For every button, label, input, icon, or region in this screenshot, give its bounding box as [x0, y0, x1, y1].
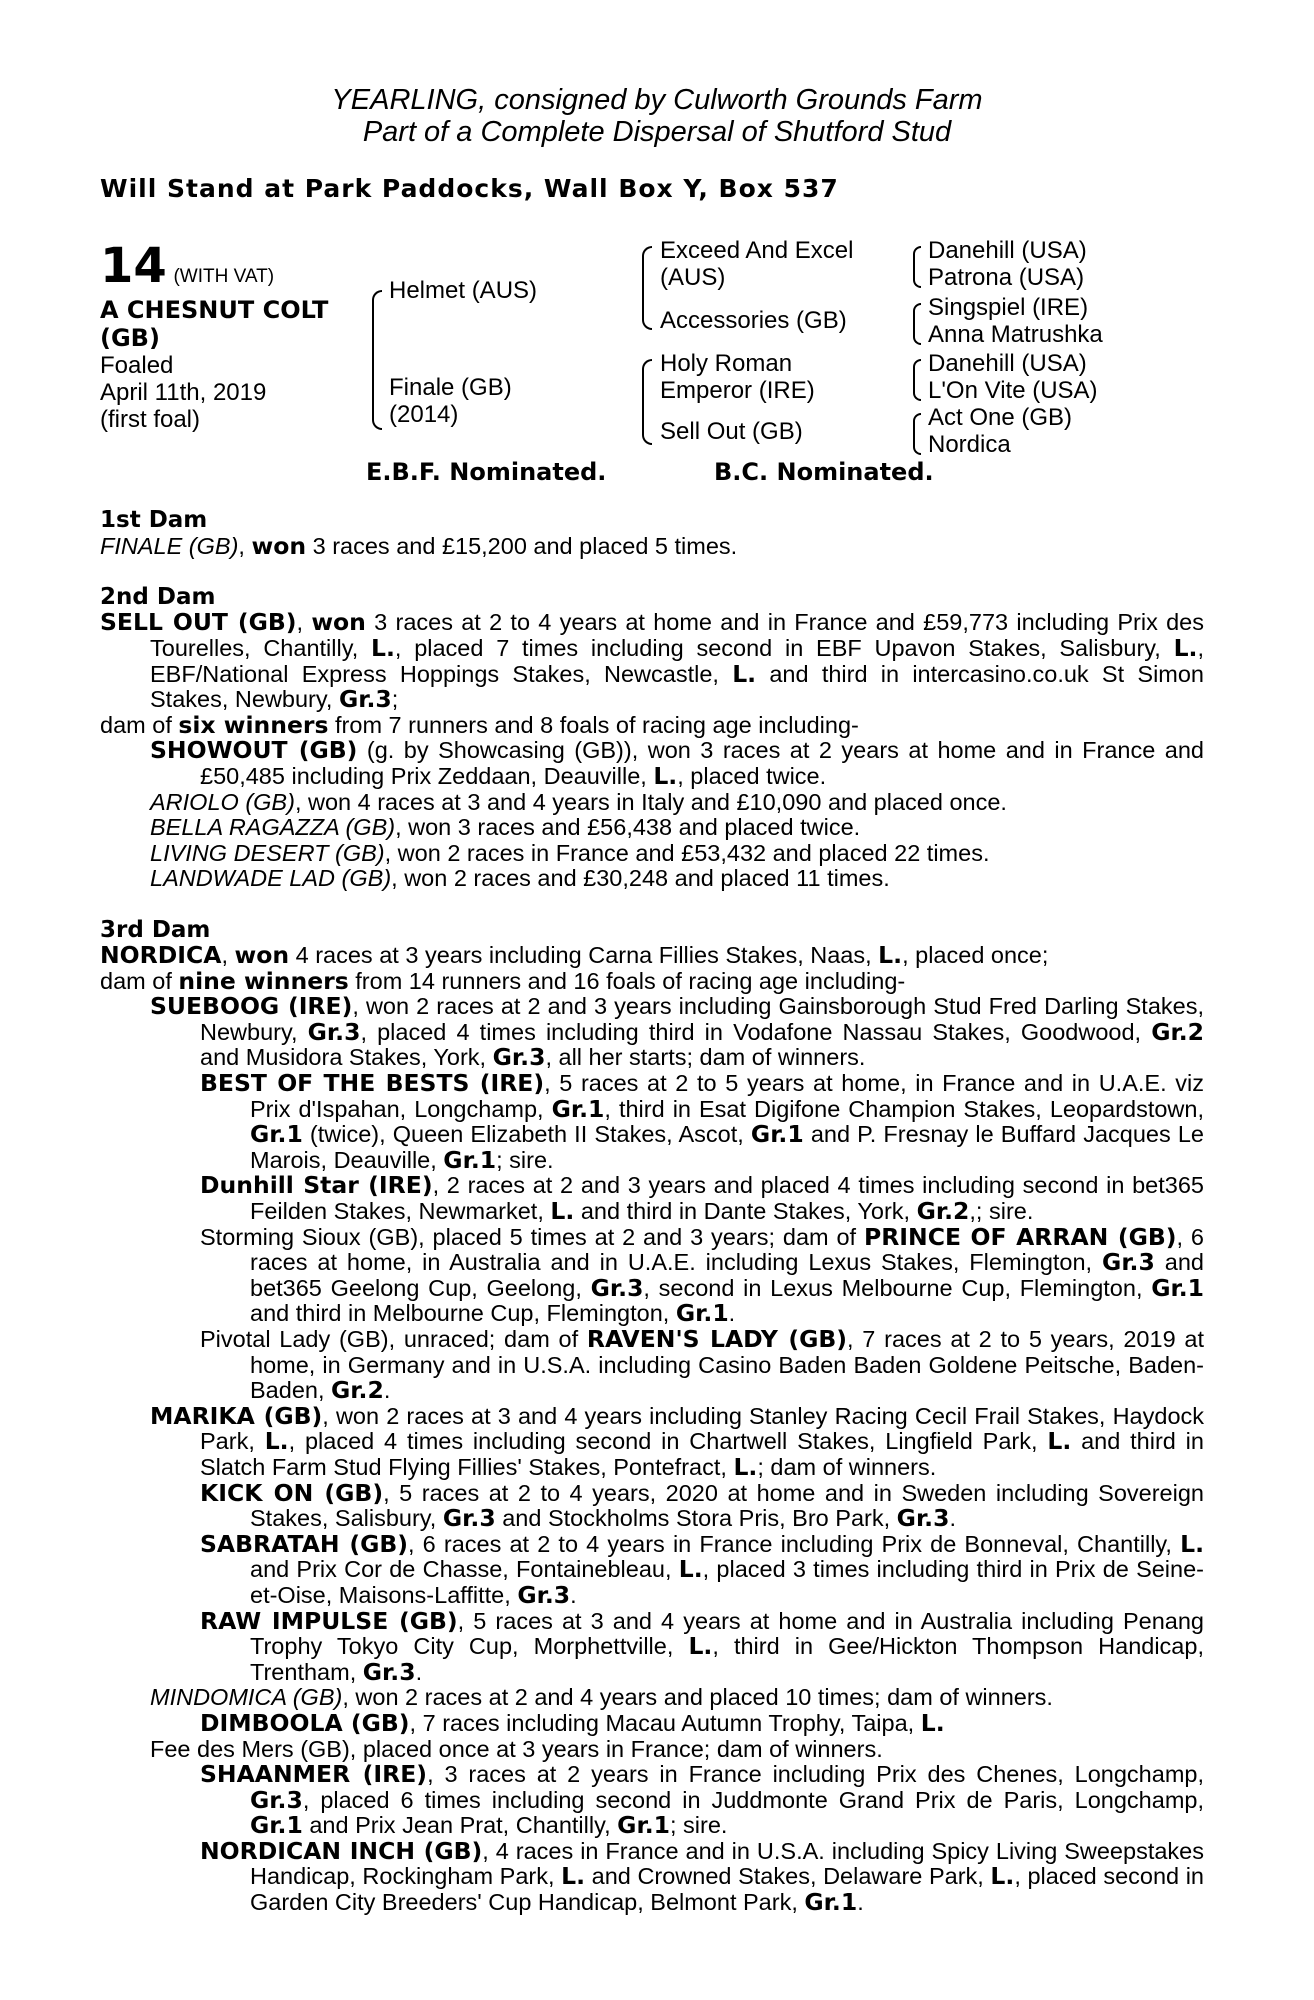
third-dam-entry: NORDICA, won 4 races at 3 years including Carna Fillies Stakes, Naas, L., placed once;	[100, 941, 1049, 970]
grand-produce-entry: BEST OF THE BESTS (IRE), 5 races at 2 to 5 years at home, in France and in U.A.E. viz Prix d'Ispahan, Longchamp, Gr.1, third in Esat Digifone Champion Stakes, Leopardstown, Gr.1 (twice), Queen Elizabeth II Stakes, Ascot, Gr.1 and P. Fresnay le Buffard Jacques Le Marois, Deauville, Gr.1; sire.	[200, 1069, 1204, 1174]
lot-info	[100, 240, 370, 433]
produce-entry: ARIOLO (GB), won 4 races at 3 and 4 years in Italy and £10,090 and placed once.	[150, 788, 1007, 815]
dds: Act One (GB)	[928, 404, 1073, 431]
sss: Danehill (USA)	[928, 237, 1087, 264]
lot-description-line2: (GB)	[100, 324, 160, 352]
second-dam-produce-line: dam of six winners from 7 runners and 8 foals of racing age including-	[100, 710, 859, 739]
grand-produce-entry: DIMBOOLA (GB), 7 races including Macau Autumn Trophy, Taipa, L.	[200, 1708, 945, 1737]
foaled-label: Foaled	[100, 352, 174, 379]
sire-line-brace	[642, 246, 652, 330]
g1-brace	[913, 246, 921, 288]
second-dam-entry: SELL OUT (GB), won 3 races at 2 to 4 years at home and in France and £59,773 including Prix des Tourelles, Chantilly, L., placed 7 times including second in EBF Upavon Stakes, Salisbury, L., EBF/National Express Hoppings Stakes, Newcastle, L. and third in intercasino.co.uk St Simon Stakes, Newbury, Gr.3;	[100, 608, 1204, 714]
sds: Singspiel (IRE)	[928, 294, 1089, 321]
foal-note: (first foal)	[100, 406, 201, 433]
dam-line-brace	[642, 359, 652, 445]
grand-produce-entry: Dunhill Star (IRE), 2 races at 2 and 3 years and placed 4 times including second in bet365 Feilden Stakes, Newmarket, L. and third in Dante Stakes, York, Gr.2,; sire.	[200, 1171, 1204, 1226]
lot-description-line1: A CHESNUT COLT	[100, 296, 329, 324]
stand-location: Will Stand at Park Paddocks, Wall Box Y, Box 537	[100, 174, 839, 203]
bc-nomination: B.C. Nominated.	[714, 458, 934, 486]
ssd: Patrona (USA)	[928, 264, 1085, 291]
lot-number: 14	[100, 238, 167, 294]
sires-dam: Accessories (GB)	[660, 307, 847, 334]
dam-name: Finale (GB)	[389, 374, 512, 401]
sire-dam-brace	[372, 290, 382, 430]
dams-sire-line1: Holy Roman	[660, 350, 793, 377]
ebf-nomination: E.B.F. Nominated.	[366, 458, 607, 486]
third-dam-heading: 3rd Dam	[100, 916, 211, 943]
dams-dam: Sell Out (GB)	[660, 418, 803, 445]
dam-name: NORDICA	[100, 941, 222, 970]
sire: Helmet (AUS)	[389, 277, 538, 304]
consignor-header	[0, 84, 1314, 148]
grand-produce-entry: SABRATAH (GB), 6 races at 2 to 4 years in France including Prix de Bonneval, Chantilly, L. and Prix Cor de Chasse, Fontainebleau, L., placed 3 times including third in Prix de Seine-et-Oise, Maisons-Laffitte, Gr.3.	[200, 1529, 1205, 1609]
dam	[389, 374, 512, 428]
first-dam-entry: FINALE (GB), won 3 races and £15,200 and placed 5 times.	[100, 531, 738, 560]
grand-produce-entry: Storming Sioux (GB), placed 5 times at 2 and 3 years; dam of PRINCE OF ARRAN (GB), 6 races at home, in Australia and in U.A.E. including Lexus Stakes, Flemington, Gr.3 and bet365 Geelong Cup, Geelong, Gr.3, second in Lexus Melbourne Cup, Flemington, Gr.1 and third in Melbourne Cup, Flemington, Gr.1.	[200, 1222, 1205, 1328]
g4-brace	[913, 413, 921, 455]
produce-entry: SHOWOUT (GB) (g. by Showcasing (GB)), won 3 races at 2 years at home and in France and £50,485 including Prix Zeddaan, Deauville, L., placed twice.	[150, 736, 1205, 790]
g3-brace	[913, 359, 921, 401]
produce-entry: BELLA RAGAZZA (GB), won 3 races and £56,438 and placed twice.	[150, 814, 861, 841]
dispersal-line: Part of a Complete Dispersal of Shutford Stud	[362, 116, 952, 148]
dsd: L'On Vite (USA)	[928, 377, 1098, 404]
dams-sire-line2: Emperor (IRE)	[660, 377, 815, 404]
family-text	[100, 508, 1204, 1916]
grand-produce-entry: SHAANMER (IRE), 3 races at 2 years in France including Prix des Chenes, Longchamp, Gr.3, placed 6 times including second in Juddmonte Grand Prix de Paris, Longchamp, Gr.1 and Prix Jean Prat, Chantilly, Gr.1; sire.	[200, 1760, 1204, 1840]
g2-brace	[913, 303, 921, 345]
third-dam-produce-line: dam of nine winners from 14 runners and 16 foals of racing age including-	[100, 966, 906, 995]
sdd: Anna Matrushka	[928, 321, 1103, 348]
sires-sire-line1: Exceed And Excel	[660, 237, 854, 264]
lot-description	[100, 296, 370, 352]
grand-produce-entry: NORDICAN INCH (GB), 4 races in France and in U.S.A. including Spicy Living Sweepstakes Handicap, Rockingham Park, L. and Crowned Stakes, Delaware Park, L., placed second in Garden City Breeders' Cup Handicap, Belmont Park, Gr.1.	[200, 1836, 1205, 1917]
dam-year: (2014)	[389, 401, 459, 428]
sires-sire-line2: (AUS)	[660, 264, 726, 291]
produce-entry: LANDWADE LAD (GB), won 2 races and £30,248 and placed 11 times.	[150, 865, 890, 892]
first-dam-heading: 1st Dam	[100, 507, 208, 533]
ddd: Nordica	[928, 431, 1011, 458]
produce-entry: SUEBOOG (IRE), won 2 races at 2 and 3 years including Gainsborough Stud Fred Darling Stakes, Newbury, Gr.3, placed 4 times including third in Vodafone Nassau Stakes, Goodwood, Gr.2 and Musidora Stakes, York, Gr.3, all her starts; dam of winners.	[150, 992, 1204, 1072]
produce-entry: MARIKA (GB), won 2 races at 3 and 4 years including Stanley Racing Cecil Frail Stakes, Haydock Park, L., placed 4 times including second in Chartwell Stakes, Lingfield Park, L. and third in Slatch Farm Stud Flying Fillies' Stakes, Pontefract, L.; dam of winners.	[150, 1401, 1205, 1481]
dam-name: FINALE (GB)	[100, 532, 239, 559]
grand-produce-entry: Pivotal Lady (GB), unraced; dam of RAVEN'S LADY (GB), 7 races at 2 to 5 years, 2019 at home, in Germany and in U.S.A. including Casino Baden Baden Goldene Peitsche, Baden-Baden, Gr.2.	[200, 1325, 1204, 1405]
consignor-line: YEARLING, consigned by Culworth Grounds Farm	[331, 84, 983, 116]
dams-sire	[660, 350, 815, 404]
foaled-date: April 11th, 2019	[100, 379, 267, 406]
sires-sire	[660, 237, 853, 291]
dss: Danehill (USA)	[928, 350, 1087, 377]
grand-produce-entry: KICK ON (GB), 5 races at 2 to 4 years, 2020 at home and in Sweden including Sovereign Stakes, Salisbury, Gr.3 and Stockholms Stora Pris, Bro Park, Gr.3.	[200, 1478, 1204, 1533]
vat-note: (WITH VAT)	[173, 266, 275, 287]
second-dam-heading: 2nd Dam	[100, 583, 216, 610]
dam-name: SELL OUT (GB)	[100, 608, 297, 637]
produce-entry: MINDOMICA (GB), won 2 races at 2 and 4 years and placed 10 times; dam of winners.	[150, 1684, 1053, 1711]
produce-entry: LIVING DESERT (GB), won 2 races in France and £53,432 and placed 22 times.	[150, 839, 990, 866]
grand-produce-entry: RAW IMPULSE (GB), 5 races at 3 and 4 years at home and in Australia including Penang Trophy Tokyo City Cup, Morphettville, L., third in Gee/Hickton Thompson Handicap, Trentham, Gr.3.	[200, 1606, 1204, 1686]
produce-entry: Fee des Mers (GB), placed once at 3 years in France; dam of winners.	[150, 1735, 883, 1762]
